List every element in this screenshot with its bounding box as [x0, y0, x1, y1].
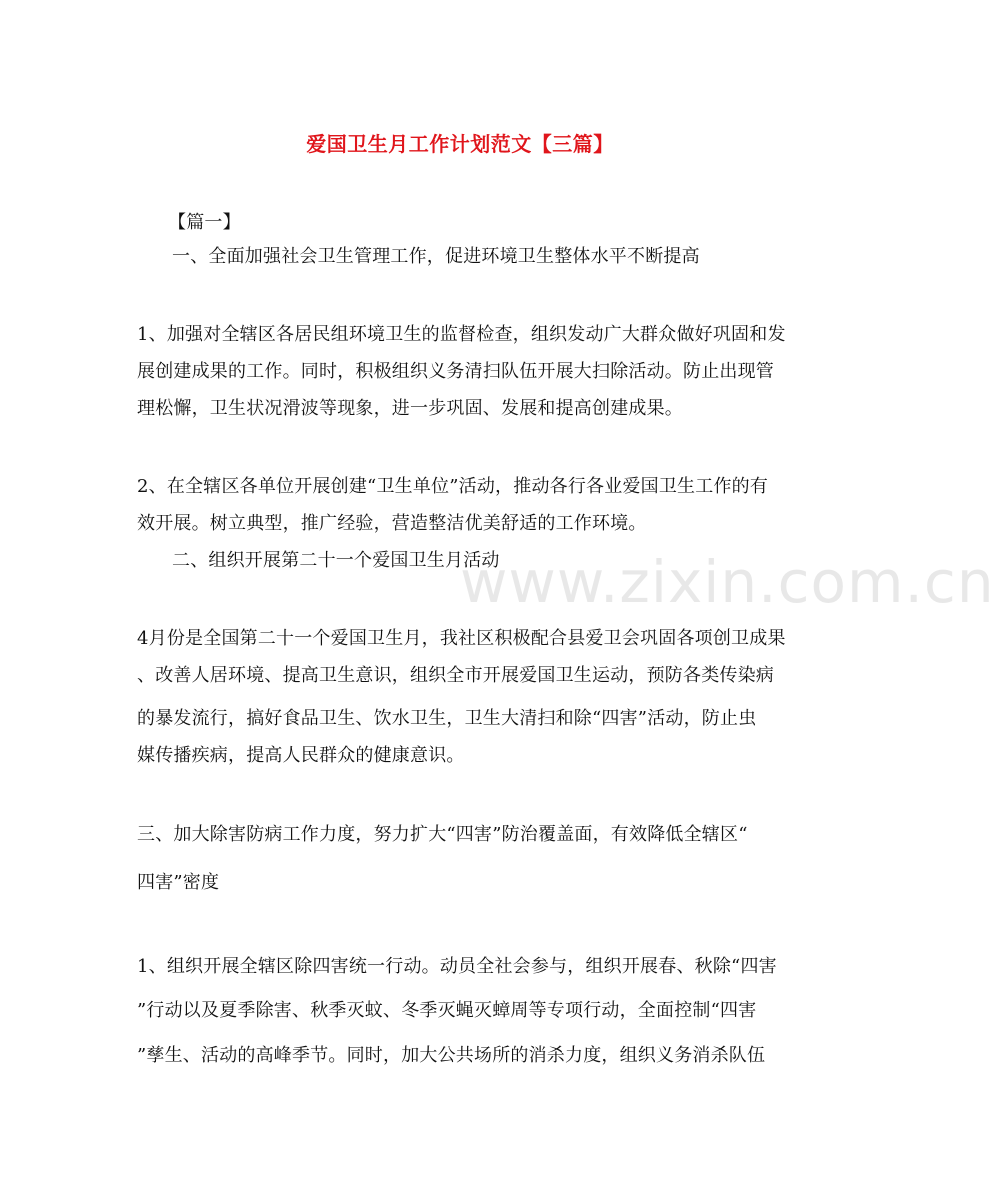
item-1-2-line-2: 效开展。树立典型，推广经验，营造整洁优美舒适的工作环境。 — [137, 513, 647, 534]
item-1-1-line-3: 理松懈，卫生状况滑波等现象，进一步巩固、发展和提高创建成果。 — [137, 398, 683, 419]
item-1-2-line-1: 2、在全辖区各单位开展创建“卫生单位”活动，推动各行各业爱国卫生工作的有 — [137, 476, 769, 497]
item-3-1-line-2: ”行动以及夏季除害、秋季灭蚊、冬季灭蝇灭蟑周等专项行动，全面控制“四害 — [137, 1000, 757, 1021]
item-2-line-3: 的暴发流行，搞好食品卫生、饮水卫生，卫生大清扫和除“四害”活动，防止虫 — [137, 708, 757, 729]
item-1-1-line-1: 1、加强对全辖区各居民组环境卫生的监督检查，组织发动广大群众做好巩固和发 — [137, 324, 786, 345]
heading-two: 二、组织开展第二十一个爱国卫生月活动 — [172, 550, 500, 571]
item-2-line-2: 、改善人居环境、提高卫生意识，组织全市开展爱国卫生运动，预防各类传染病 — [137, 665, 774, 686]
document-title: 爱国卫生月工作计划范文【三篇】 — [306, 132, 614, 156]
item-3-1-line-1: 1、组织开展全辖区除四害统一行动。动员全社会参与，组织开展春、秋除“四害 — [137, 956, 777, 977]
item-3-1-line-3: ”孳生、活动的高峰季节。同时，加大公共场所的消杀力度，组织义务消杀队伍 — [137, 1045, 766, 1066]
heading-one: 一、全面加强社会卫生管理工作，促进环境卫生整体水平不断提高 — [172, 246, 700, 267]
heading-three-line-1: 三、加大除害防病工作力度，努力扩大“四害”防治覆盖面，有效降低全辖区“ — [137, 824, 748, 845]
watermark: www.zixin.com.cn — [460, 548, 995, 616]
section-label: 【篇一】 — [168, 212, 241, 233]
item-1-1-line-2: 展创建成果的工作。同时，积极组织义务清扫队伍开展大扫除活动。防止出现管 — [137, 361, 774, 382]
heading-three-line-2: 四害”密度 — [137, 872, 220, 893]
item-2-line-4: 媒传播疾病，提高人民群众的健康意识。 — [137, 745, 465, 766]
item-2-line-1: 4月份是全国第二十一个爱国卫生月，我社区积极配合县爱卫会巩固各项创卫成果 — [137, 628, 786, 649]
